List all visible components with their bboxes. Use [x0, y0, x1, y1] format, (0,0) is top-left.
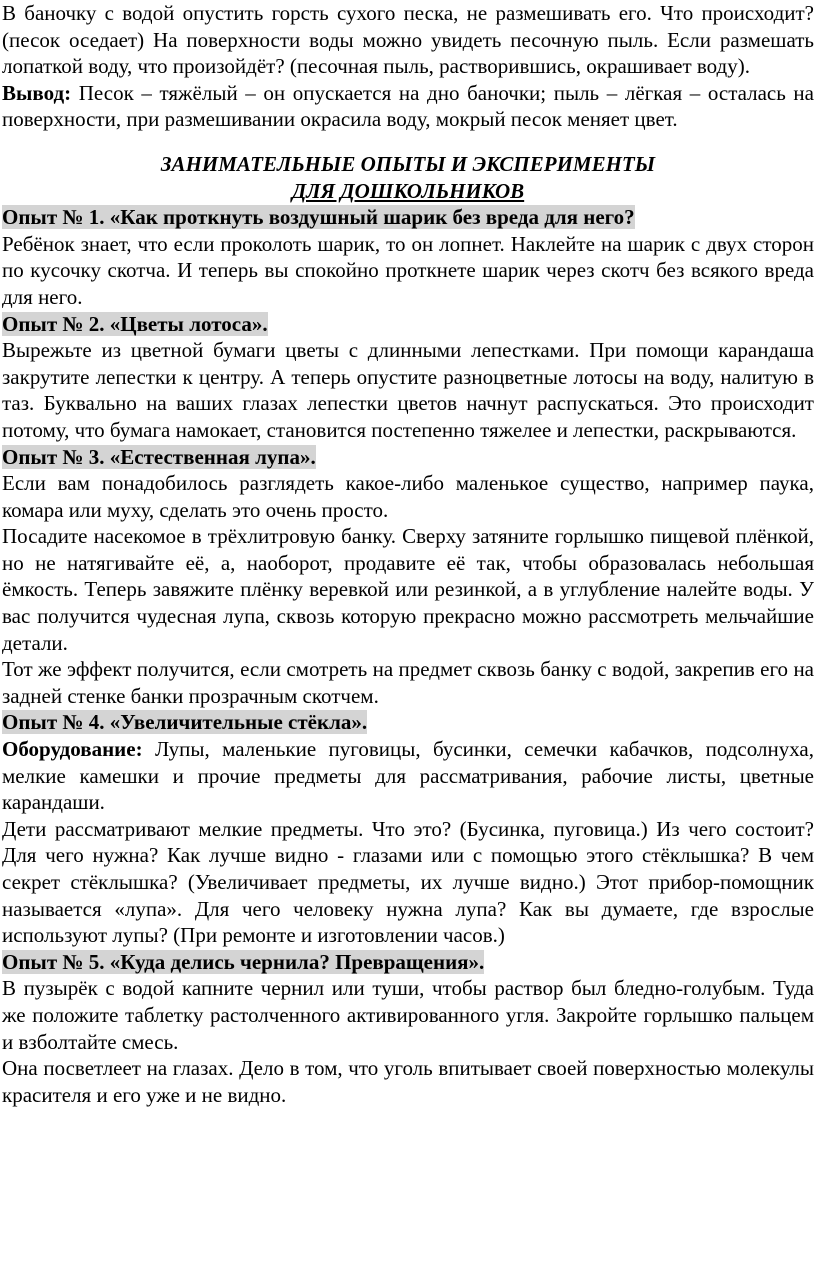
conclusion-text: Песок – тяжёлый – он опускается на дно баночки; пыль – лёгкая – осталась на поверхности, при размешивании окрасила воду, мокрый песок меняет цвет. [2, 80, 814, 132]
experiment-4-paragraph-1: Дети рассматривают мелкие предметы. Что это? (Бусинка, пуговица.) Из чего состоит? Для чего нужна? Как лучше видно - глазами или с помощью этого стёклышка? В чем секрет стёклышка? (Увеличивает предметы, их лучше видно.) Этот прибор-помощник называется «лупа». Для чего человеку нужна лупа? Как вы думаете, где взрослые используют лупы? (При ремонте и изготовлении часов.) [2, 816, 814, 948]
experiment-1-paragraph-1: Ребёнок знает, что если проколоть шарик, то он лопнет. Наклейте на шарик с двух сторон по кусочку скотча. И теперь вы спокойно проткнете шарик через скотч без всякого вреда для него. [2, 231, 814, 309]
section-heading [2, 151, 814, 204]
experiment-5-paragraph-1: В пузырёк с водой капните чернил или туши, чтобы раствор был бледно-голубым. Туда же положите таблетку растолченного активированного угля. Закройте горлышко пальцем и взболтайте смесь. [2, 976, 814, 1054]
experiment-1-title-text: Опыт № 1. «Как проткнуть воздушный шарик без вреда для него? [2, 205, 635, 230]
section-title-line-2: ДЛЯ ДОШКОЛЬНИКОВ [291, 178, 525, 203]
equipment-text: Лупы, маленькие пуговицы, бусинки, семечки кабачков, подсолнуха, мелкие камешки и прочие предметы для рассматривания, рабочие листы, цветные карандаши. [2, 737, 814, 815]
experiment-3-paragraph-1: Если вам понадобилось разглядеть какое-либо маленькое существо, например паука, комара или муху, сделать это очень просто. [2, 471, 814, 522]
experiment-2-title-text: Опыт № 2. «Цветы лотоса». [2, 311, 268, 336]
conclusion-label: Вывод: [2, 80, 72, 105]
experiment-3-paragraph-2: Посадите насекомое в трёхлитровую банку. Сверху затяните горлышко пищевой плёнкой, но не натягивайте её, а, наоборот, продавите её так, чтобы образовалась небольшая ёмкость. Теперь завяжите плёнку веревкой или резинкой, а в углубление налейте воды. У вас получится чудесная лупа, сквозь которую прекрасно можно рассмотреть мельчайшие детали. [2, 524, 814, 655]
intro-paragraph: В баночку с водой опустить горсть сухого песка, не размешивать его. Что происходит? (песок оседает) На поверхности воды можно увидеть песочную пыль. Если размешать лопаткой воду, что произойдёт? (песочная пыль, растворившись, окрашивает воду). [2, 1, 814, 79]
equipment-label: Оборудование: [2, 737, 143, 762]
experiment-3-title [2, 444, 814, 471]
experiment-4-title [2, 709, 814, 736]
experiment-2-title [2, 311, 814, 338]
experiment-5-paragraph-2: Она посветлеет на глазах. Дело в том, что уголь впитывает своей поверхностью молекулы красителя и его уже и не видно. [2, 1056, 814, 1107]
section-title-line-1: ЗАНИМАТЕЛЬНЫЕ ОПЫТЫ И ЭКСПЕРИМЕНТЫ [160, 151, 656, 176]
experiment-2-paragraph-1: Вырежьте из цветной бумаги цветы с длинными лепестками. При помощи карандаша закрутите лепестки к центру. А теперь опустите разноцветные лотосы на воду, налитую в таз. Буквально на ваших глазах лепестки цветов начнут распускаться. Это происходит потому, что бумага намокает, становится постепенно тяжелее и лепестки, раскрываются. [2, 338, 814, 442]
experiment-3-title-text: Опыт № 3. «Естественная лупа». [2, 444, 316, 469]
experiment-5-title [2, 949, 814, 976]
conclusion-paragraph [2, 80, 814, 133]
experiment-4-equipment [2, 736, 814, 816]
experiment-3-paragraph-3: Тот же эффект получится, если смотреть на предмет сквозь банку с водой, закрепив его на задней стенке банки прозрачным скотчем. [2, 657, 814, 708]
experiment-1-title [2, 204, 814, 231]
experiment-4-title-text: Опыт № 4. «Увеличительные стёкла». [2, 710, 368, 735]
experiment-5-title-text: Опыт № 5. «Куда делись чернила? Превращения». [2, 949, 485, 974]
